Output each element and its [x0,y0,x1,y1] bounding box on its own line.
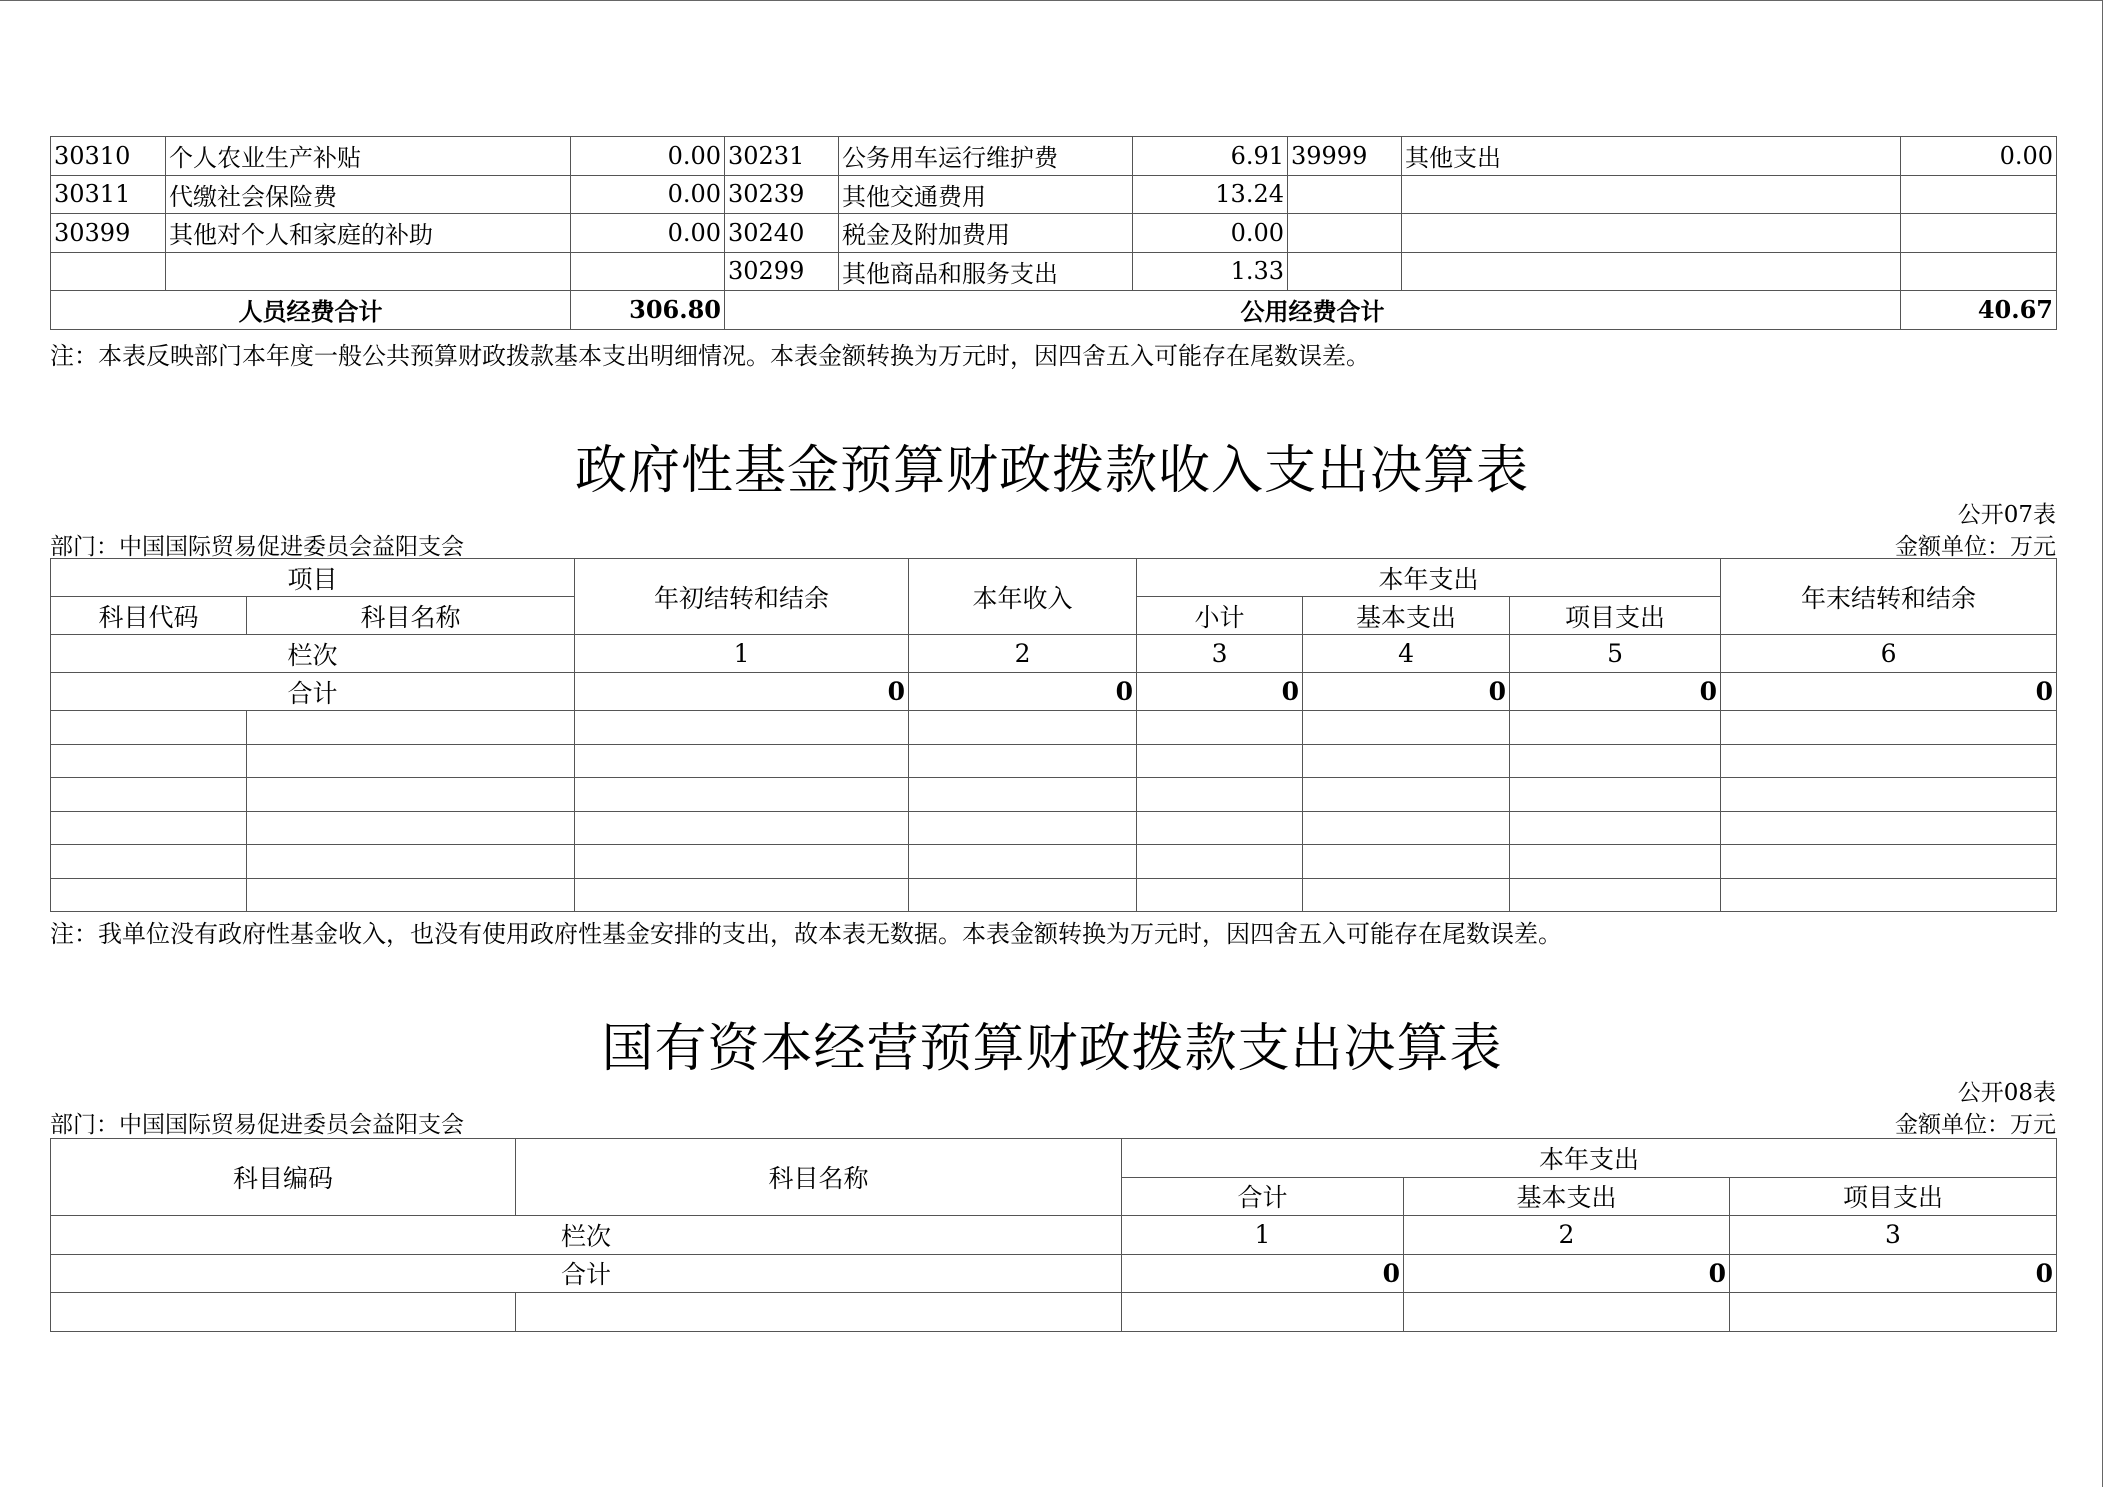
item-code [51,252,166,291]
column-row-label: 栏次 [51,1216,1122,1255]
empty-cell [909,744,1137,778]
table07-title: 政府性基金预算财政拨款收入支出决算表 [574,441,1529,501]
totals-row [51,291,2057,330]
government-fund-table [50,558,2057,912]
empty-cell [575,711,909,745]
empty-cell [247,778,575,812]
column-number: 1 [1122,1216,1404,1255]
item-code: 30299 [725,252,839,291]
empty-cell [51,845,247,879]
item-name: 其他支出 [1402,137,1901,176]
empty-cell [1510,711,1721,745]
empty-cell [1303,711,1510,745]
column-number: 1 [575,635,909,673]
table08-unit: 金额单位：万元 [1895,1112,2056,1138]
empty-row [51,811,2057,845]
empty-row [51,711,2057,745]
empty-cell [1721,811,2057,845]
empty-cell [1510,878,1721,912]
empty-cell [1510,845,1721,879]
empty-cell [1721,778,2057,812]
empty-cell [1137,811,1303,845]
item-amount: 0.00 [571,137,725,176]
empty-cell [1510,811,1721,845]
item-code [1288,252,1402,291]
empty-cell [1303,845,1510,879]
empty-cell [575,811,909,845]
item-name [1402,252,1901,291]
item-code: 30399 [51,214,166,253]
table08-title: 国有资本经营预算财政拨款支出决算表 [601,1019,1503,1079]
column-number: 3 [1137,635,1303,673]
item-amount: 0.00 [571,175,725,214]
table07-department: 部门：中国国际贸易促进委员会益阳支会 [50,534,464,560]
empty-cell [51,878,247,912]
column-number: 2 [909,635,1137,673]
header-expense: 本年支出 [1122,1139,2057,1178]
item-name [1402,214,1901,253]
header-code: 科目编码 [51,1139,516,1216]
total-label: 合计 [51,673,575,711]
empty-cell [247,811,575,845]
total-value: 0 [1122,1254,1404,1293]
note-government-fund: 注：我单位没有政府性基金收入，也没有使用政府性基金安排的支出，故本表无数据。本表金额转换为万元时，因四舍五入可能存在尾数误差。 [50,920,1562,948]
item-name: 其他商品和服务支出 [839,252,1133,291]
table-row [51,214,2057,253]
table-row [51,137,2057,176]
item-amount: 13.24 [1133,175,1288,214]
column-row-label: 栏次 [51,635,575,673]
total-value: 0 [1730,1254,2057,1293]
public-total-label: 公用经费合计 [725,291,1901,330]
item-name [1402,175,1901,214]
empty-cell [51,811,247,845]
empty-cell [1721,711,2057,745]
empty-cell [909,811,1137,845]
total-value: 0 [575,673,909,711]
total-value: 0 [1404,1254,1730,1293]
empty-cell [1510,744,1721,778]
empty-cell [1137,845,1303,879]
table07-number: 公开07表 [1957,502,2056,528]
empty-cell [247,744,575,778]
header-end-balance: 年末结转和结余 [1721,559,2057,635]
item-name: 公务用车运行维护费 [839,137,1133,176]
basic-expenditure-table [50,136,2057,330]
empty-cell [247,711,575,745]
empty-cell [1137,878,1303,912]
item-amount [1901,175,2057,214]
header-name: 科目名称 [247,597,575,635]
header-project-expense: 项目支出 [1730,1177,2057,1216]
empty-cell [1303,811,1510,845]
state-capital-table [50,1138,2057,1332]
empty-cell [1122,1293,1404,1332]
total-value: 0 [1510,673,1721,711]
item-name: 代缴社会保险费 [166,175,571,214]
table07-unit: 金额单位：万元 [1895,534,2056,560]
empty-cell [51,744,247,778]
empty-row [51,778,2057,812]
item-code: 30310 [51,137,166,176]
item-amount: 1.33 [1133,252,1288,291]
item-code: 30240 [725,214,839,253]
table08-number: 公开08表 [1957,1080,2056,1106]
header-project-expense: 项目支出 [1510,597,1721,635]
header-basic: 基本支出 [1404,1177,1730,1216]
header-basic: 基本支出 [1303,597,1510,635]
empty-cell [247,878,575,912]
empty-cell [51,711,247,745]
column-index-row [51,1216,2057,1255]
empty-cell [575,878,909,912]
empty-row [51,878,2057,912]
total-row [51,673,2057,711]
table-row [51,252,2057,291]
item-amount [1901,252,2057,291]
empty-cell [909,845,1137,879]
item-code [1288,175,1402,214]
empty-cell [575,778,909,812]
item-code: 30231 [725,137,839,176]
header-begin-balance: 年初结转和结余 [575,559,909,635]
item-code [1288,214,1402,253]
header-name: 科目名称 [516,1139,1122,1216]
empty-row [51,1293,2057,1332]
empty-cell [1404,1293,1730,1332]
empty-cell [575,744,909,778]
empty-cell [909,711,1137,745]
header-total: 合计 [1122,1177,1404,1216]
empty-cell [51,778,247,812]
item-amount [1901,214,2057,253]
public-total-value: 40.67 [1901,291,2057,330]
total-value: 0 [1721,673,2057,711]
table08-department: 部门：中国国际贸易促进委员会益阳支会 [50,1112,464,1138]
empty-cell [1510,778,1721,812]
header-project: 项目 [51,559,575,597]
empty-cell [1303,744,1510,778]
item-name: 其他交通费用 [839,175,1133,214]
total-value: 0 [909,673,1137,711]
empty-cell [1721,845,2057,879]
item-amount: 0.00 [1901,137,2057,176]
header-expense: 本年支出 [1137,559,1721,597]
empty-cell [1137,744,1303,778]
empty-cell [1721,744,2057,778]
empty-cell [909,778,1137,812]
item-amount: 6.91 [1133,137,1288,176]
empty-cell [247,845,575,879]
empty-cell [1721,878,2057,912]
column-number: 4 [1303,635,1510,673]
column-index-row [51,635,2057,673]
empty-cell [1730,1293,2057,1332]
empty-cell [516,1293,1122,1332]
total-value: 0 [1303,673,1510,711]
total-value: 0 [1137,673,1303,711]
header-subtotal: 小计 [1137,597,1303,635]
note-basic-expenditure: 注：本表反映部门本年度一般公共预算财政拨款基本支出明细情况。本表金额转换为万元时，因四舍五入可能存在尾数误差。 [50,342,1370,370]
empty-cell [1303,778,1510,812]
column-number: 5 [1510,635,1721,673]
empty-cell [1137,778,1303,812]
empty-cell [51,1293,516,1332]
empty-cell [909,878,1137,912]
item-code: 30239 [725,175,839,214]
empty-cell [1303,878,1510,912]
empty-cell [1137,711,1303,745]
item-name: 税金及附加费用 [839,214,1133,253]
table-row [51,175,2057,214]
item-name: 个人农业生产补贴 [166,137,571,176]
item-amount: 0.00 [1133,214,1288,253]
column-number: 6 [1721,635,2057,673]
empty-row [51,845,2057,879]
empty-cell [575,845,909,879]
item-code: 30311 [51,175,166,214]
personnel-total-label: 人员经费合计 [51,291,571,330]
item-amount: 0.00 [571,214,725,253]
personnel-total-value: 306.80 [571,291,725,330]
item-code: 39999 [1288,137,1402,176]
header-code: 科目代码 [51,597,247,635]
total-label: 合计 [51,1254,1122,1293]
column-number: 3 [1730,1216,2057,1255]
column-number: 2 [1404,1216,1730,1255]
total-row [51,1254,2057,1293]
item-amount [571,252,725,291]
header-income: 本年收入 [909,559,1137,635]
item-name: 其他对个人和家庭的补助 [166,214,571,253]
item-name [166,252,571,291]
empty-row [51,744,2057,778]
